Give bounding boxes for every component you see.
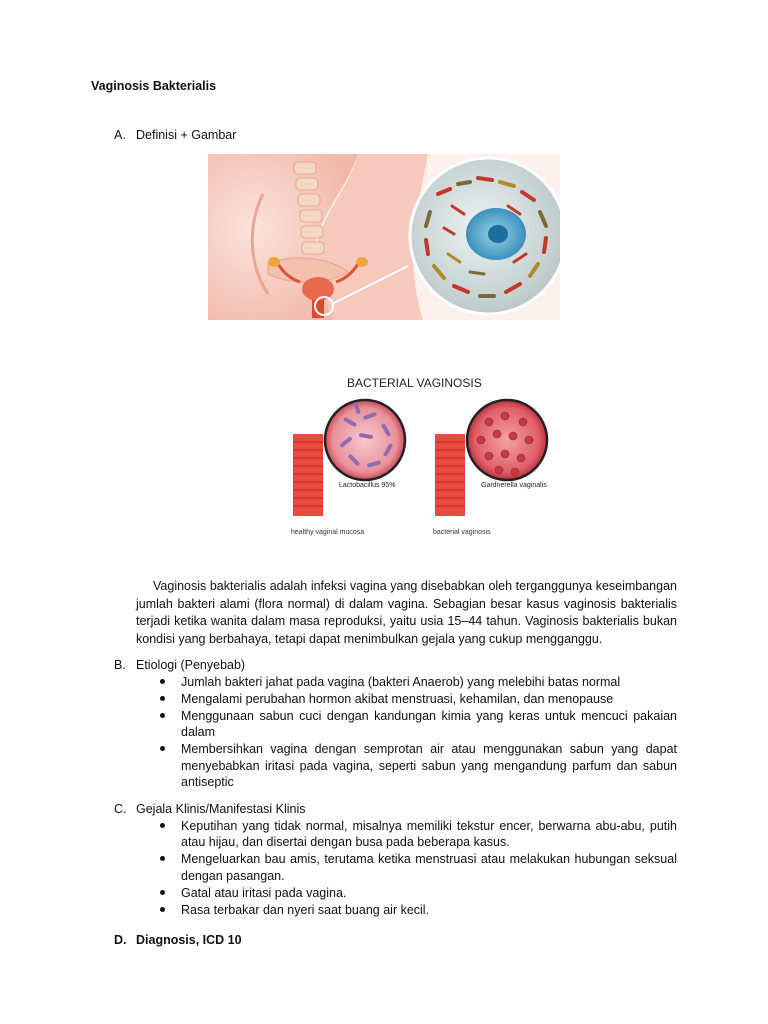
list-item: Jumlah bakteri jahat pada vagina (bakteri Anaerob) yang melebihi batas normal (158, 674, 677, 690)
list-item: Membersihkan vagina dengan semprotan air atau menggunakan sabun yang dapat menyebabkan iritasi pada vagina, seperti sabun yang mengandung parfum dan sabun antiseptic (158, 741, 677, 790)
anatomy-bacteria-illustration (208, 154, 560, 320)
section-b-label: B. (114, 658, 126, 672)
definition-paragraph: Vaginosis bakterialis adalah infeksi vagina yang disebabkan oleh terganggunya keseimbangan jumlah bakteri alami (flora normal) di dalam vagina. Sebagian besar kasus vaginosis bakterialis terjadi ketika wanita dalam masa reproduksi, yaitu usia 15–44 tahun. Vaginosis bakterialis bukan kondisi yang berbahaya, tetapi dapat menimbulkan gejala yang cukup mengganggu. (136, 579, 677, 646)
section-d-title: Diagnosis, ICD 10 (136, 933, 242, 947)
list-item: Mengalami perubahan hormon akibat menstruasi, kehamilan, dan menopause (158, 691, 677, 707)
bv-bacteria-label: Gardnerella vaginalis (481, 482, 547, 489)
diagram-title: BACTERIAL VAGINOSIS (347, 376, 482, 390)
bullet-icon (160, 856, 165, 861)
etiology-list (158, 674, 677, 791)
list-item: Menggunaan sabun cuci dengan kandungan kimia yang keras untuk mencuci pakaian dalam (158, 708, 677, 741)
section-d-heading (114, 933, 242, 947)
section-a-label: A. (114, 128, 126, 142)
bacterial-vaginosis-diagram (283, 372, 565, 540)
list-item: Keputihan yang tidak normal, misalnya memiliki tekstur encer, berwarna abu-abu, putih atau hijau, dan disertai dengan busa pada beberapa kasus. (158, 818, 677, 851)
list-item: Gatal atau iritasi pada vagina. (158, 885, 677, 901)
section-a-heading (114, 128, 236, 142)
symptoms-list (158, 818, 677, 918)
bullet-icon (160, 746, 165, 751)
bullet-icon (160, 823, 165, 828)
section-c-title: Gejala Klinis/Manifestasi Klinis (136, 802, 306, 816)
healthy-bacteria-label: Lactobacillus 95% (339, 482, 396, 489)
bv-caption: bacterial vaginosis (433, 529, 491, 536)
list-item: Mengeluarkan bau amis, terutama ketika menstruasi atau melakukan hubungan seksual dengan pasangan. (158, 851, 677, 884)
list-item: Rasa terbakar dan nyeri saat buang air kecil. (158, 902, 677, 918)
section-a-title: Definisi + Gambar (136, 128, 237, 142)
bullet-icon (160, 713, 165, 718)
section-c-heading (114, 802, 306, 816)
bullet-icon (160, 890, 165, 895)
healthy-caption: healthy vaginal mucosa (291, 529, 365, 536)
bullet-icon (160, 696, 165, 701)
bullet-icon (160, 907, 165, 912)
section-c-label: C. (114, 802, 127, 816)
section-b-title: Etiologi (Penyebab) (136, 658, 246, 672)
section-d-label: D. (114, 933, 127, 947)
document-title: Vaginosis Bakterialis (91, 79, 217, 93)
bullet-icon (160, 679, 165, 684)
section-b-heading (114, 658, 245, 672)
